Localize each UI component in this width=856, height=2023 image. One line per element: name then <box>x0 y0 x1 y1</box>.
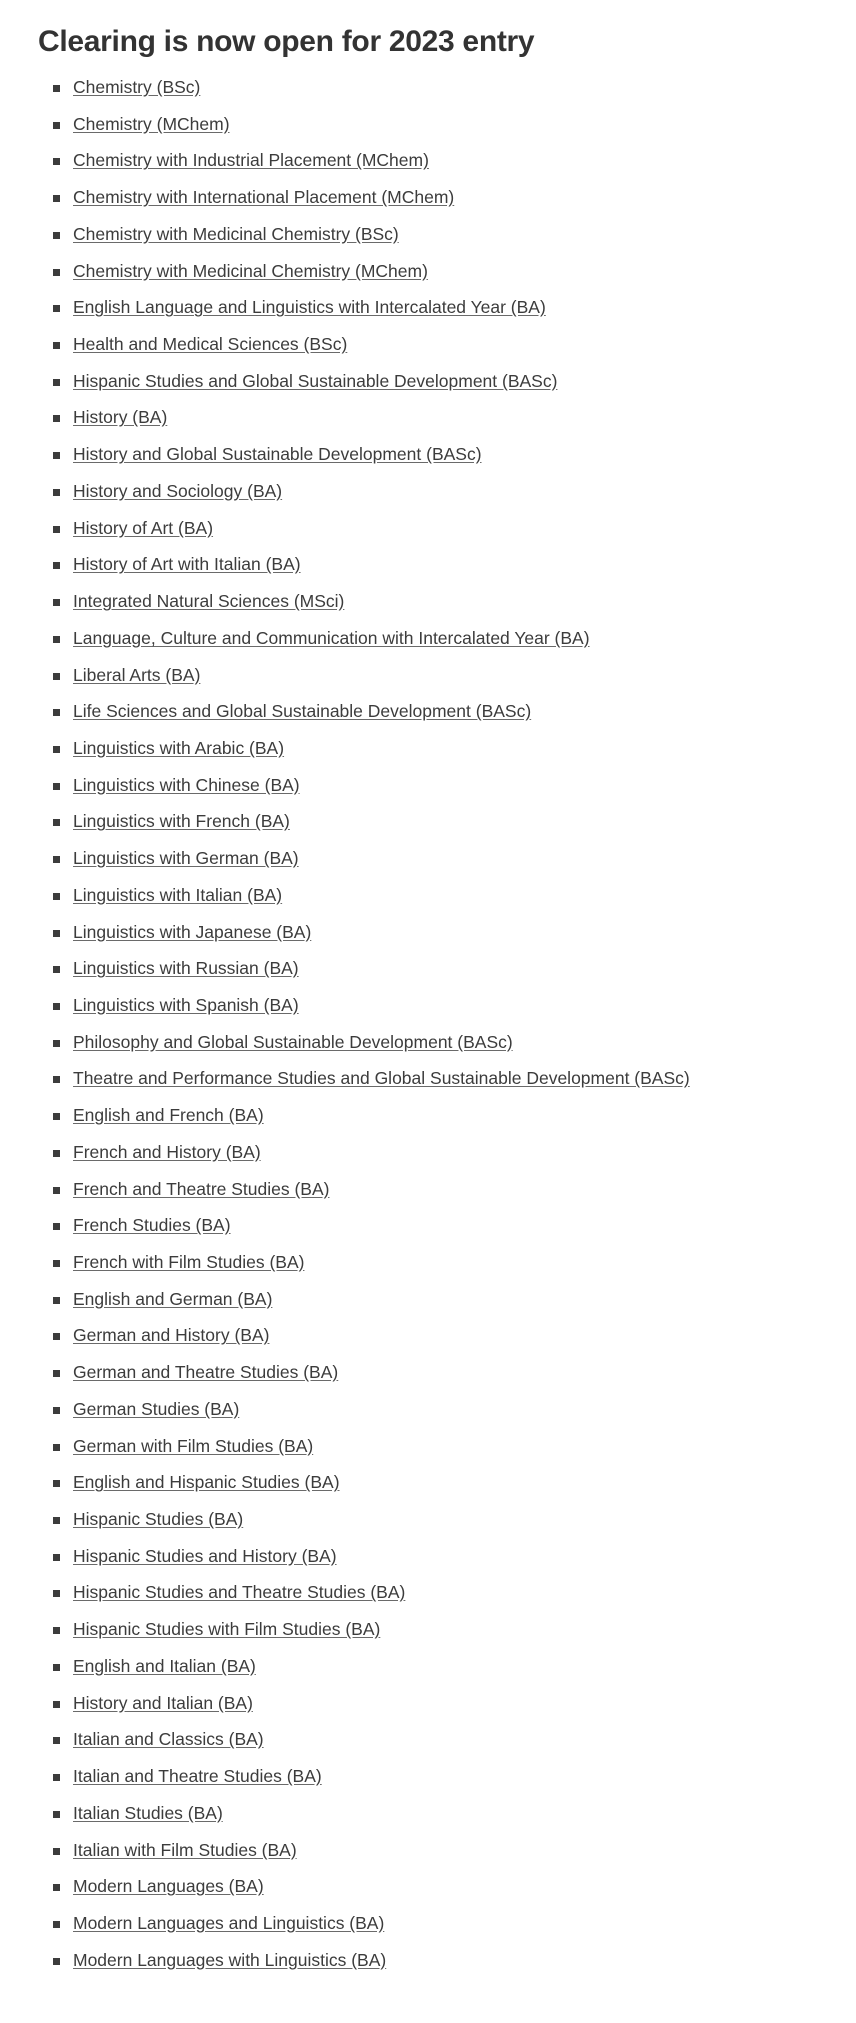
course-link[interactable]: German Studies (BA) <box>73 1398 240 1419</box>
square-bullet-icon <box>53 489 60 496</box>
course-link[interactable]: Linguistics with French (BA) <box>73 811 290 832</box>
course-list-item <box>0 1467 856 1504</box>
course-link[interactable]: Linguistics with Chinese (BA) <box>73 774 300 795</box>
course-list-item <box>0 439 856 476</box>
course-list-item <box>0 1761 856 1798</box>
course-list-item <box>0 1541 856 1578</box>
course-list-item <box>0 1027 856 1064</box>
course-list-item <box>0 109 856 146</box>
square-bullet-icon <box>53 636 60 643</box>
course-list-item <box>0 733 856 770</box>
course-link[interactable]: Liberal Arts (BA) <box>73 664 201 685</box>
course-link[interactable]: Chemistry with International Placement (MChem) <box>73 187 455 208</box>
course-list-item <box>0 623 856 660</box>
course-link[interactable]: English and Italian (BA) <box>73 1655 256 1676</box>
course-link[interactable]: French and Theatre Studies (BA) <box>73 1178 330 1199</box>
course-link[interactable]: Chemistry (MChem) <box>73 113 230 134</box>
square-bullet-icon <box>53 1590 60 1597</box>
square-bullet-icon <box>53 1040 60 1047</box>
square-bullet-icon <box>53 269 60 276</box>
course-list-item <box>0 917 856 954</box>
square-bullet-icon <box>53 232 60 239</box>
course-link[interactable]: History and Sociology (BA) <box>73 480 283 501</box>
course-link[interactable]: History (BA) <box>73 407 168 428</box>
course-link[interactable]: Philosophy and Global Sustainable Development (BASc) <box>73 1031 513 1052</box>
course-link[interactable]: Modern Languages with Linguistics (BA) <box>73 1949 387 1970</box>
course-list-item <box>0 182 856 219</box>
course-link[interactable]: French Studies (BA) <box>73 1215 231 1236</box>
course-link[interactable]: Linguistics with Japanese (BA) <box>73 921 312 942</box>
square-bullet-icon <box>53 305 60 312</box>
course-list-item <box>0 1210 856 1247</box>
course-link[interactable]: History and Global Sustainable Development (BASc) <box>73 444 482 465</box>
course-link[interactable]: Hispanic Studies and Global Sustainable Development (BASc) <box>73 370 558 391</box>
course-list-item <box>0 1908 856 1945</box>
square-bullet-icon <box>53 819 60 826</box>
square-bullet-icon <box>53 452 60 459</box>
square-bullet-icon <box>53 1848 60 1855</box>
course-list-item <box>0 402 856 439</box>
course-list-item <box>0 476 856 513</box>
course-list-item <box>0 880 856 917</box>
course-link[interactable]: History of Art (BA) <box>73 517 214 538</box>
course-list-item <box>0 953 856 990</box>
square-bullet-icon <box>53 1150 60 1157</box>
course-link[interactable]: Linguistics with Spanish (BA) <box>73 994 299 1015</box>
course-list-item <box>0 1357 856 1394</box>
square-bullet-icon <box>53 1884 60 1891</box>
course-link[interactable]: Chemistry (BSc) <box>73 77 201 97</box>
course-link[interactable]: Language, Culture and Communication with Intercalated Year (BA) <box>73 627 590 648</box>
square-bullet-icon <box>53 930 60 937</box>
course-list-item <box>0 1174 856 1211</box>
course-link[interactable]: English and French (BA) <box>73 1105 264 1126</box>
square-bullet-icon <box>53 673 60 680</box>
course-link[interactable]: Linguistics with Arabic (BA) <box>73 737 285 758</box>
square-bullet-icon <box>53 1480 60 1487</box>
square-bullet-icon <box>53 1223 60 1230</box>
course-list-item <box>0 1835 856 1872</box>
course-list-item <box>0 256 856 293</box>
square-bullet-icon <box>53 1260 60 1267</box>
course-list-item <box>0 1688 856 1725</box>
square-bullet-icon <box>53 1811 60 1818</box>
course-list-item <box>0 1394 856 1431</box>
course-list-item <box>0 1614 856 1651</box>
course-link[interactable]: Modern Languages and Linguistics (BA) <box>73 1912 385 1933</box>
course-link[interactable]: English and German (BA) <box>73 1288 273 1309</box>
course-link[interactable]: Linguistics with German (BA) <box>73 848 299 869</box>
course-link[interactable]: History of Art with Italian (BA) <box>73 554 301 575</box>
square-bullet-icon <box>53 1517 60 1524</box>
square-bullet-icon <box>53 1774 60 1781</box>
course-list-item <box>0 366 856 403</box>
course-link[interactable]: Linguistics with Russian (BA) <box>73 958 299 979</box>
course-link[interactable]: Life Sciences and Global Sustainable Development (BASc) <box>73 701 532 722</box>
course-link[interactable]: French with Film Studies (BA) <box>73 1252 305 1272</box>
square-bullet-icon <box>53 379 60 386</box>
square-bullet-icon <box>53 1444 60 1451</box>
square-bullet-icon <box>53 1187 60 1194</box>
course-list-item <box>0 145 856 182</box>
square-bullet-icon <box>53 1003 60 1010</box>
square-bullet-icon <box>53 856 60 863</box>
course-link[interactable]: Modern Languages (BA) <box>73 1876 264 1897</box>
course-link[interactable]: Italian with Film Studies (BA) <box>73 1839 297 1860</box>
course-link[interactable]: Hispanic Studies and History (BA) <box>73 1545 337 1566</box>
course-list-item <box>0 1100 856 1137</box>
course-list-item <box>0 329 856 366</box>
square-bullet-icon <box>53 1370 60 1377</box>
page-title: Clearing is now open for 2023 entry <box>38 25 535 58</box>
course-link[interactable]: Theatre and Performance Studies and Global Sustainable Development (BASc) <box>73 1068 690 1089</box>
course-link[interactable]: English and Hispanic Studies (BA) <box>73 1472 340 1493</box>
course-link[interactable]: History and Italian (BA) <box>73 1692 253 1713</box>
square-bullet-icon <box>53 1664 60 1671</box>
course-list-item <box>0 1431 856 1468</box>
course-link[interactable]: German and Theatre Studies (BA) <box>73 1362 339 1383</box>
course-link[interactable]: German with Film Studies (BA) <box>73 1435 314 1456</box>
square-bullet-icon <box>53 415 60 422</box>
course-list-item <box>0 1577 856 1614</box>
course-list-item <box>0 292 856 329</box>
course-list-item <box>0 990 856 1027</box>
course-list-item <box>0 1284 856 1321</box>
square-bullet-icon <box>53 1076 60 1083</box>
square-bullet-icon <box>53 342 60 349</box>
course-link[interactable]: Italian and Classics (BA) <box>73 1729 264 1750</box>
square-bullet-icon <box>53 1554 60 1561</box>
square-bullet-icon <box>53 85 60 92</box>
course-list-item <box>0 1871 856 1908</box>
course-link[interactable]: Chemistry with Medicinal Chemistry (MChem) <box>73 260 428 281</box>
square-bullet-icon <box>53 783 60 790</box>
course-link[interactable]: Chemistry with Medicinal Chemistry (BSc) <box>73 223 399 244</box>
course-list-item <box>0 549 856 586</box>
course-list-item <box>0 1798 856 1835</box>
course-link[interactable]: Linguistics with Italian (BA) <box>73 884 283 905</box>
square-bullet-icon <box>53 526 60 533</box>
square-bullet-icon <box>53 709 60 716</box>
square-bullet-icon <box>53 1407 60 1414</box>
course-list-item <box>0 1320 856 1357</box>
course-link[interactable]: Hispanic Studies with Film Studies (BA) <box>73 1619 381 1640</box>
course-list <box>0 72 856 1981</box>
course-list-item <box>0 660 856 697</box>
square-bullet-icon <box>53 562 60 569</box>
course-link[interactable]: Hispanic Studies (BA) <box>73 1509 244 1530</box>
course-list-item <box>0 513 856 550</box>
square-bullet-icon <box>53 158 60 165</box>
square-bullet-icon <box>53 746 60 753</box>
course-link[interactable]: Italian Studies (BA) <box>73 1802 223 1823</box>
course-list-item <box>0 696 856 733</box>
course-list-item <box>0 219 856 256</box>
course-link[interactable]: Italian and Theatre Studies (BA) <box>73 1766 322 1787</box>
course-link[interactable]: English Language and Linguistics with Intercalated Year (BA) <box>73 297 546 318</box>
course-link[interactable]: French and History (BA) <box>73 1141 261 1162</box>
square-bullet-icon <box>53 1701 60 1708</box>
course-link[interactable]: Integrated Natural Sciences (MSci) <box>73 591 345 612</box>
course-list-item <box>0 1137 856 1174</box>
course-list-item <box>0 843 856 880</box>
course-link[interactable]: Health and Medical Sciences (BSc) <box>73 334 348 355</box>
course-link[interactable]: Chemistry with Industrial Placement (MChem) <box>73 150 429 171</box>
course-list-item <box>0 72 856 109</box>
course-list-item <box>0 1063 856 1100</box>
square-bullet-icon <box>53 966 60 973</box>
square-bullet-icon <box>53 1297 60 1304</box>
course-list-item <box>0 1945 856 1982</box>
square-bullet-icon <box>53 1737 60 1744</box>
course-list-item <box>0 586 856 623</box>
square-bullet-icon <box>53 893 60 900</box>
square-bullet-icon <box>53 1333 60 1340</box>
square-bullet-icon <box>53 599 60 606</box>
square-bullet-icon <box>53 1627 60 1634</box>
square-bullet-icon <box>53 195 60 202</box>
course-link[interactable]: Hispanic Studies and Theatre Studies (BA) <box>73 1582 406 1603</box>
course-list-item <box>0 806 856 843</box>
course-list-item <box>0 1247 856 1284</box>
course-list-item <box>0 1724 856 1761</box>
course-list-item <box>0 1504 856 1541</box>
square-bullet-icon <box>53 1113 60 1120</box>
square-bullet-icon <box>53 122 60 129</box>
course-list-item <box>0 770 856 807</box>
square-bullet-icon <box>53 1958 60 1965</box>
course-list-item <box>0 1651 856 1688</box>
square-bullet-icon <box>53 1921 60 1928</box>
course-link[interactable]: German and History (BA) <box>73 1325 270 1346</box>
